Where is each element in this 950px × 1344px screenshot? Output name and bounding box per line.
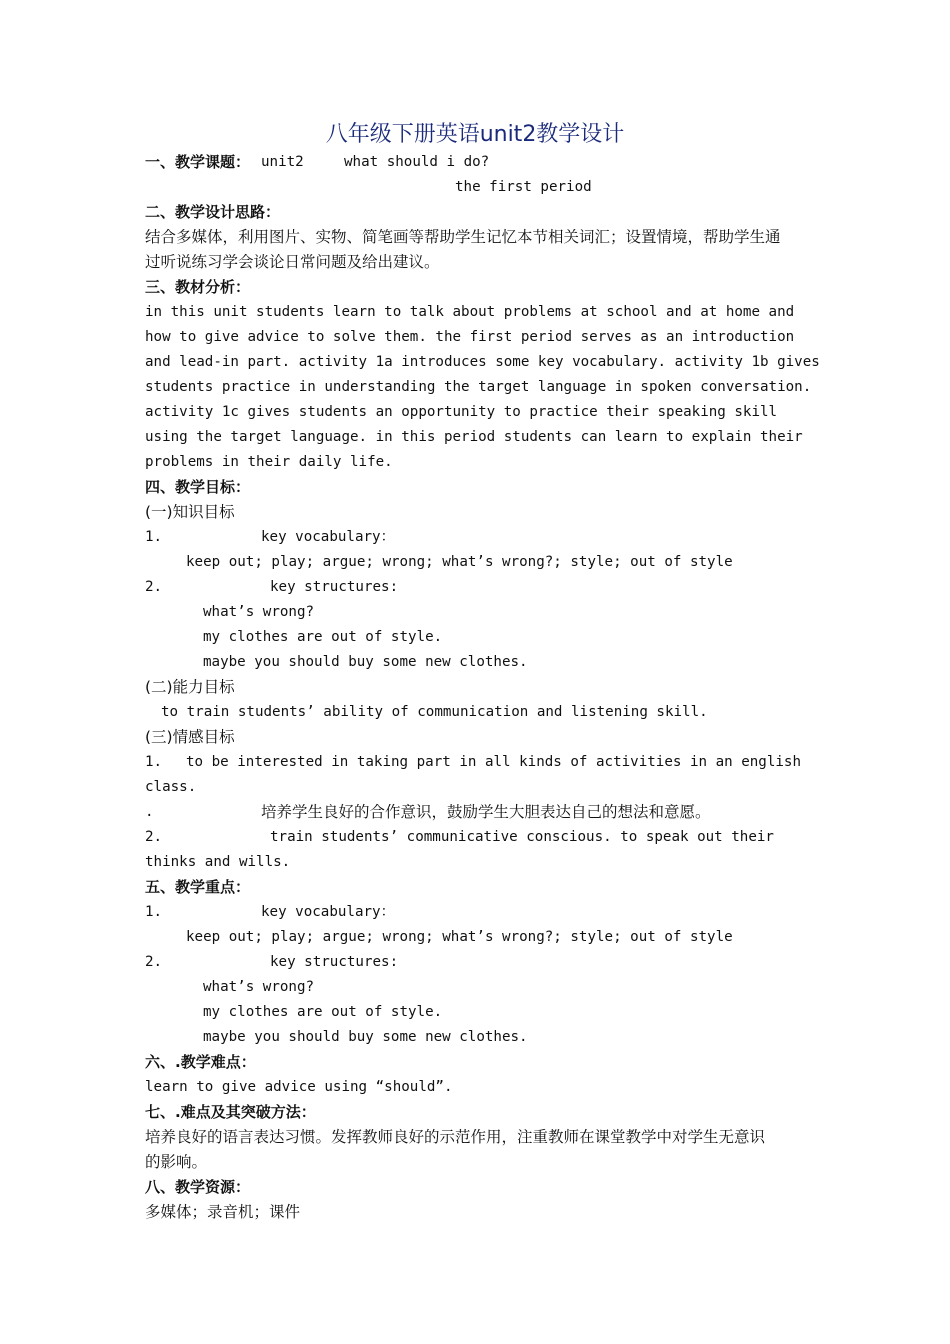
emotional-goal-text: thinks and wills. xyxy=(145,854,291,870)
section-5-heading: 五、教学重点： xyxy=(145,878,251,896)
item-number: 2. xyxy=(145,579,163,595)
section-1-heading: 一、教学课题： xyxy=(145,153,251,171)
key-structures-label: key structures: xyxy=(270,954,399,970)
item-number: 1. xyxy=(145,529,163,545)
document-title: 八年级下册英语unit2教学设计 xyxy=(325,122,625,147)
item-number: . xyxy=(145,804,154,820)
key-structure-line: what’s wrong? xyxy=(203,604,315,620)
emotional-goal-text: 培养学生良好的合作意识，鼓励学生大胆表达自己的想法和意愿。 xyxy=(261,803,711,821)
key-vocabulary-label: key vocabulary： xyxy=(261,904,395,920)
analysis-line: activity 1c gives students an opportunity to practice their speaking skill xyxy=(145,404,778,420)
item-number: 1. xyxy=(145,904,163,920)
key-vocabulary-label: key vocabulary： xyxy=(261,529,395,545)
key-structure-line: my clothes are out of style. xyxy=(203,1004,443,1020)
resources-text: 多媒体；录音机；课件 xyxy=(145,1203,301,1221)
knowledge-goals-subheading: (一)知识目标 xyxy=(145,503,235,521)
lesson-question: what should i do? xyxy=(344,154,490,170)
emotional-goal-text: class. xyxy=(145,779,197,795)
key-structures-label: key structures: xyxy=(270,579,399,595)
analysis-line: and lead-in part. activity 1a introduces some key vocabulary. activity 1b gives xyxy=(145,354,820,370)
key-structure-line: what’s wrong? xyxy=(203,979,315,995)
key-structure-line: maybe you should buy some new clothes. xyxy=(203,654,528,670)
section-7-heading: 七、.难点及其突破方法： xyxy=(145,1103,316,1121)
section-2-heading: 二、教学设计思路： xyxy=(145,203,281,221)
section-6-heading: 六、.教学难点： xyxy=(145,1053,256,1071)
analysis-line: using the target language. in this period students can learn to explain their xyxy=(145,429,803,445)
design-text-line: 结合多媒体，利用图片、实物、简笔画等帮助学生记忆本节相关词汇；设置情境，帮助学生通 xyxy=(145,228,781,246)
analysis-line: students practice in understanding the target language in spoken conversation. xyxy=(145,379,812,395)
emotional-goal-text: to be interested in taking part in all kinds of activities in an english xyxy=(186,754,801,770)
key-structure-line: my clothes are out of style. xyxy=(203,629,443,645)
lesson-period: the first period xyxy=(455,179,592,195)
method-text-line: 的影响。 xyxy=(145,1153,208,1171)
method-text-line: 培养良好的语言表达习惯。发挥教师良好的示范作用，注重教师在课堂教学中对学生无意识 xyxy=(145,1128,766,1146)
section-3-heading: 三、教材分析： xyxy=(145,278,251,296)
lesson-topic: unit2 xyxy=(261,154,304,170)
emotional-goals-subheading: (三)情感目标 xyxy=(145,728,235,746)
key-structure-line: maybe you should buy some new clothes. xyxy=(203,1029,528,1045)
item-number: 1. xyxy=(145,754,163,770)
emotional-goal-text: train students’ communicative conscious. to speak out their xyxy=(270,829,774,845)
ability-goals-subheading: (二)能力目标 xyxy=(145,678,235,696)
item-number: 2. xyxy=(145,954,163,970)
difficulty-text: learn to give advice using “should”. xyxy=(145,1079,453,1095)
key-vocabulary-words: keep out; play; argue; wrong; what’s wrong?; style; out of style xyxy=(186,929,733,945)
analysis-line: in this unit students learn to talk about problems at school and at home and xyxy=(145,304,795,320)
section-4-heading: 四、教学目标： xyxy=(145,478,251,496)
ability-goal-text: to train students’ ability of communication and listening skill. xyxy=(161,704,708,720)
section-8-heading: 八、教学资源： xyxy=(145,1178,251,1196)
analysis-line: how to give advice to solve them. the first period serves as an introduction xyxy=(145,329,795,345)
item-number: 2. xyxy=(145,829,163,845)
key-vocabulary-words: keep out; play; argue; wrong; what’s wrong?; style; out of style xyxy=(186,554,733,570)
analysis-line: problems in their daily life. xyxy=(145,454,393,470)
design-text-line: 过听说练习学会谈论日常问题及给出建议。 xyxy=(145,253,440,271)
